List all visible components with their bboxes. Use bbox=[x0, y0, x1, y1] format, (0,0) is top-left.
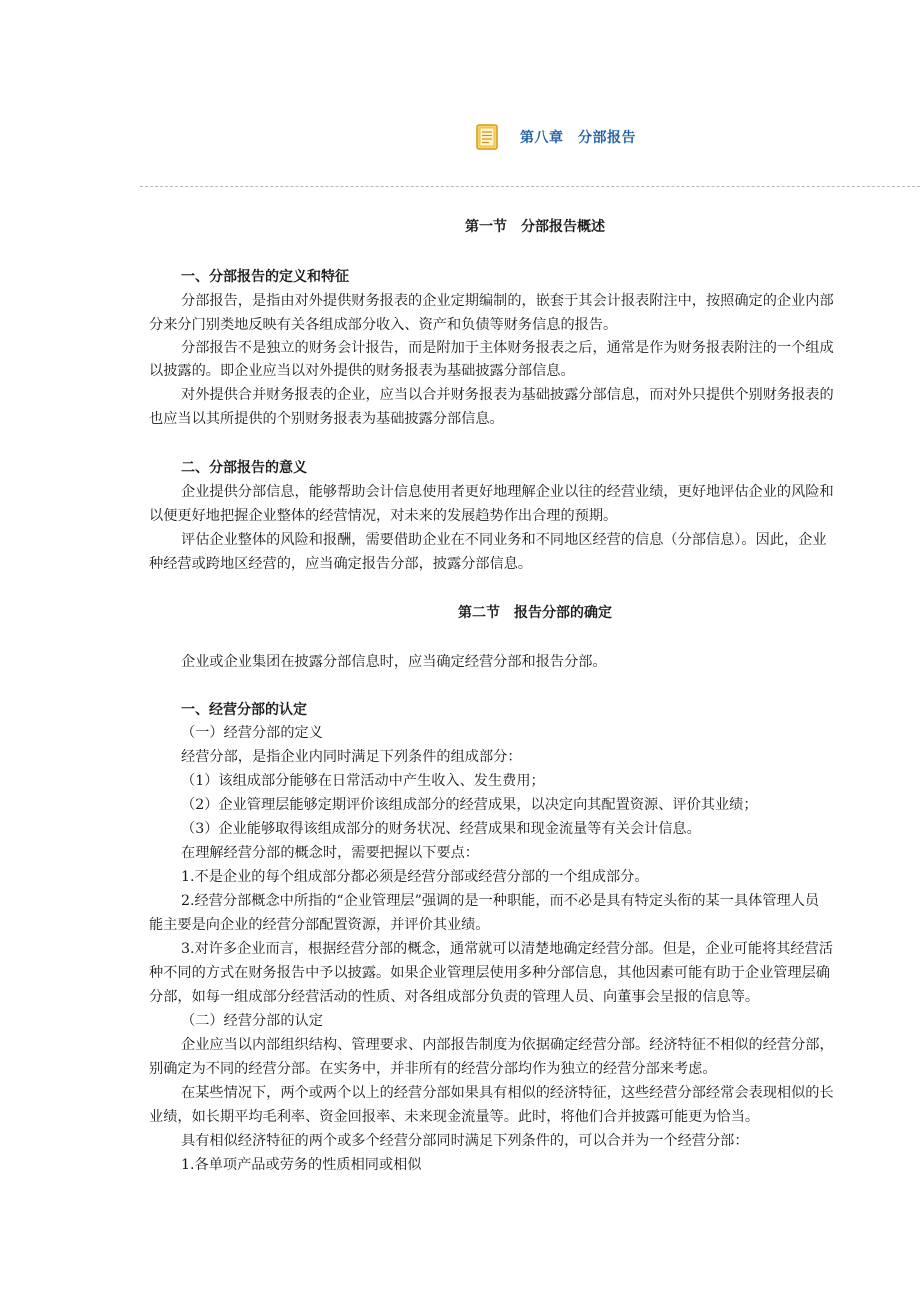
paragraph-line: 业绩，如长期平均毛利率、资金回报率、未来现金流量等。此时，将他们合并披露可能更为恰当。 bbox=[149, 1109, 760, 1125]
paragraph-line: 分部报告，是指由对外提供财务报表的企业定期编制的，嵌套于其会计报表附注中，按照确定的企业内部 bbox=[181, 293, 834, 309]
subheading: 二、分部报告的意义 bbox=[181, 460, 307, 476]
paragraph-line: 评估企业整体的风险和报酬，需要借助企业在不同业务和不同地区经营的信息（分部信息）。因此，企业 bbox=[181, 532, 827, 548]
paragraph-line: （二）经营分部的认定 bbox=[181, 1013, 323, 1029]
section-title: 第二节 报告分部的确定 bbox=[458, 605, 612, 621]
list-item: 2.经营分部概念中所指的“企业管理层”强调的是一种职能，而不必是具有特定头衔的某一具体管理人员 bbox=[181, 893, 820, 909]
list-item: （1）该组成部分能够在日常活动中产生收入、发生费用； bbox=[181, 773, 545, 789]
section-title: 第一节 分部报告概述 bbox=[465, 219, 605, 235]
chapter-title: 第八章 分部报告 bbox=[520, 130, 636, 146]
notebook-icon bbox=[474, 123, 500, 151]
paragraph-line: 企业提供分部信息，能够帮助会计信息使用者更好地理解企业以往的经营业绩，更好地评估企业的风险和 bbox=[181, 484, 834, 500]
paragraph-line: 别确定为不同的经营分部。在实务中，并非所有的经营分部均作为独立的经营分部来考虑。 bbox=[149, 1061, 717, 1077]
list-item: 1.不是企业的每个组成部分都必须是经营分部或经营分部的一个组成部分。 bbox=[181, 869, 649, 885]
paragraph-line: 分来分门别类地反映有关各组成部分收入、资产和负债等财务信息的报告。 bbox=[149, 317, 618, 333]
chapter-heading bbox=[474, 122, 636, 152]
paragraph-line: 分部，如每一组成部分经营活动的性质、对各组成部分负责的管理人员、向董事会呈报的信息等。 bbox=[149, 989, 760, 1005]
paragraph-line: 以便更好地把握企业整体的经营情况，对未来的发展趋势作出合理的预期。 bbox=[149, 508, 618, 524]
paragraph-line: 企业或企业集团在披露分部信息时，应当确定经营分部和报告分部。 bbox=[181, 654, 607, 670]
paragraph-line: （一）经营分部的定义 bbox=[181, 725, 323, 741]
list-item: （3）企业能够取得该组成部分的财务状况、经营成果和现金流量等有关会计信息。 bbox=[181, 821, 701, 837]
list-item: 3.对许多企业而言，根据经营分部的概念，通常就可以清楚地确定经营分部。但是，企业可能将其经营活 bbox=[181, 941, 833, 957]
paragraph-line: 企业应当以内部组织结构、管理要求、内部报告制度为依据确定经营分部。经济特征不相似的经营分部， bbox=[181, 1037, 834, 1053]
paragraph-line: 具有相似经济特征的两个或多个经营分部同时满足下列条件的，可以合并为一个经营分部： bbox=[181, 1133, 749, 1149]
subheading: 一、分部报告的定义和特征 bbox=[181, 269, 349, 285]
paragraph-line: 种不同的方式在财务报告中予以披露。如果企业管理层使用多种分部信息，其他因素可能有助于企业管理层确 bbox=[149, 965, 831, 981]
paragraph-line: 在理解经营分部的概念时，需要把握以下要点： bbox=[181, 845, 479, 861]
paragraph-line: 在某些情况下，两个或两个以上的经营分部如果具有相似的经济特征，这些经营分部经常会表现相似的长 bbox=[181, 1085, 834, 1101]
list-item: 1.各单项产品或劳务的性质相同或相似 bbox=[181, 1157, 422, 1173]
paragraph-line: 对外提供合并财务报表的企业，应当以合并财务报表为基础披露分部信息，而对外只提供个别财务报表的 bbox=[181, 387, 834, 403]
paragraph-line: 也应当以其所提供的个别财务报表为基础披露分部信息。 bbox=[149, 411, 504, 427]
paragraph-line: 以披露的。即企业应当以对外提供的财务报表为基础披露分部信息。 bbox=[149, 363, 575, 379]
list-item: （2）企业管理层能够定期评价该组成部分的经营成果，以决定向其配置资源、评价其业绩； bbox=[181, 797, 758, 813]
paragraph-line: 经营分部，是指企业内同时满足下列条件的组成部分： bbox=[181, 749, 522, 765]
paragraph-line: 能主要是向企业的经营分部配置资源，并评价其业绩。 bbox=[149, 917, 490, 933]
subheading: 一、经营分部的认定 bbox=[181, 702, 307, 718]
paragraph-line: 分部报告不是独立的财务会计报告，而是附加于主体财务报表之后，通常是作为财务报表附注的一个组成 bbox=[181, 340, 834, 356]
dashed-divider bbox=[140, 186, 920, 187]
paragraph-line: 种经营或跨地区经营的，应当确定报告分部，披露分部信息。 bbox=[149, 556, 533, 572]
